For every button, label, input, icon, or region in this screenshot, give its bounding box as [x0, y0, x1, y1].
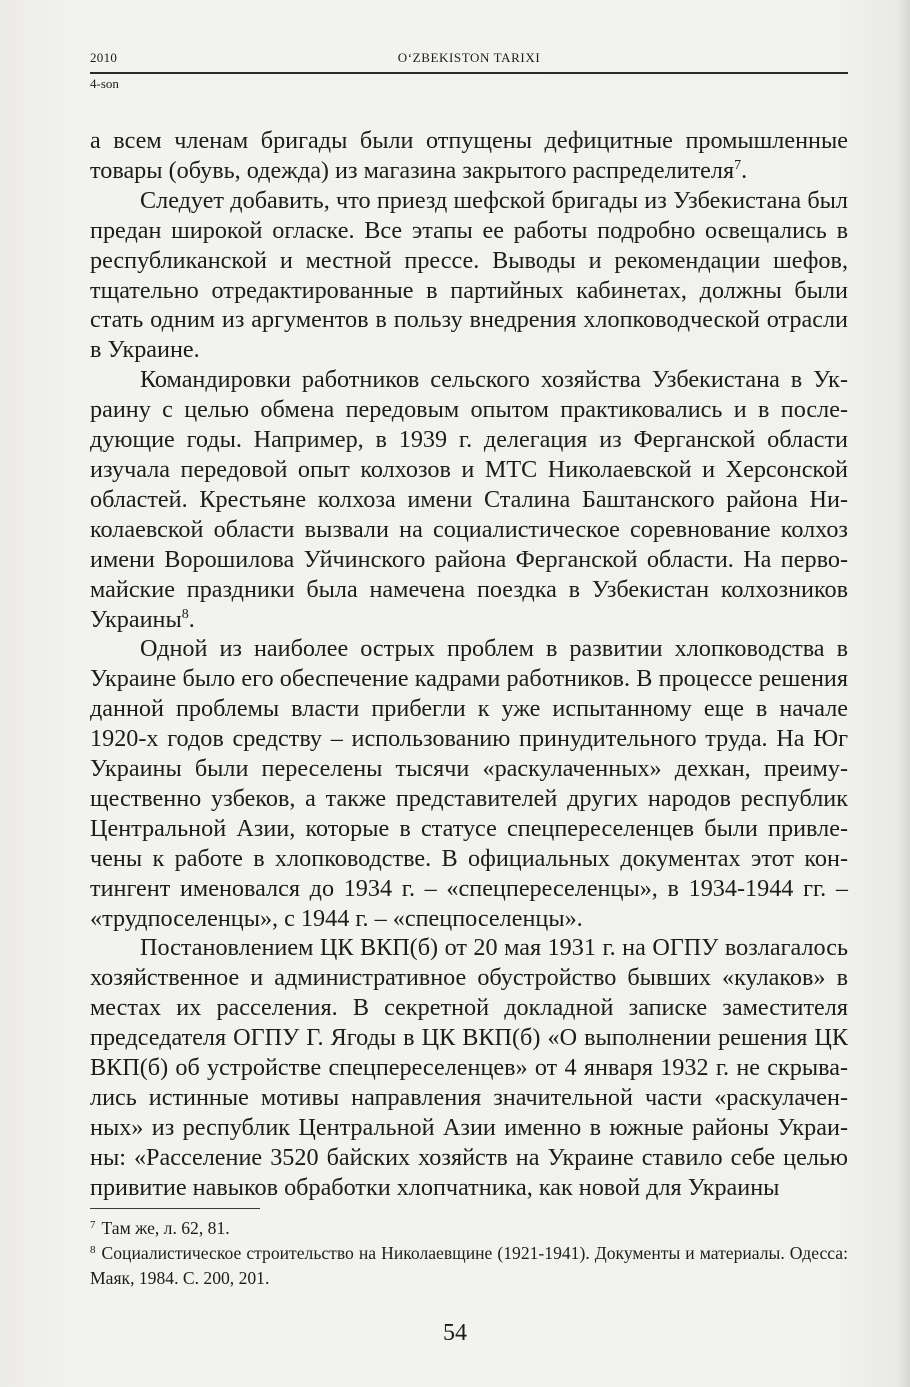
main-text — [90, 126, 848, 1203]
footnote-7-number: 7 — [90, 1219, 96, 1231]
paragraph-3-end: . — [188, 605, 195, 633]
paragraph-2: Следует добавить, что приезд шефской бригады из Узбекистана был предан широкой огласке. Все этапы ее работы подробно освещались в республиканской и местной прессе. Выводы и рекомендации шефов, тщательно отредактированные в партийных кабинетах, должны были стать одним из аргументов в пользу внедрения хлопководческой отрасли в Украине. — [90, 186, 848, 364]
page-edge-shadow — [896, 0, 910, 1387]
footnote-7 — [90, 1216, 848, 1241]
paragraph-4: Одной из наиболее острых проблем в развитии хлопководства в Украине было его обеспечение кадрами работников. В процессе решения данной проблемы власти прибегли к уже испытанному еще в начале 1920-х годов средству – использованию принудительного труда. На Юг Украины были переселены тысячи «раскулаченных» дехкан, преимущественно узбеков, а также представителей других народов республик Центральной Азии, которые в статусе спецпереселенцев были привлечены к работе в хлопководстве. В официальных документах этот контингент именовался до 1934 г. – «спецпереселенцы», в 1934-1944 гг. – «трудпоселенцы», с 1944 г. – «спецпоселенцы». — [90, 635, 848, 932]
paragraph-3 — [90, 365, 848, 634]
footnote-divider — [90, 1208, 260, 1209]
paragraph-1 — [90, 126, 848, 186]
paragraph-3-text: Командировки работников сельского хозяйства Узбекистана в Украину с целью обмена передовым опытом практиковались и в последующие годы. Например, в 1939 г. делегация из Ферганской области изучала передовой опыт колхозов и МТС Николаевской и Херсонской областей. Крестьяне колхоза имени Сталина Баштанского района Николаевской области вызвали на социалистическое соревнование колхоз имени Ворошилова Уйчинского района Ферганской области. На первомайские праздники была намечена поездка в Узбекистан колхозников Украины — [90, 366, 848, 633]
running-header — [90, 50, 848, 74]
footnote-ref-7[interactable]: 7 — [734, 157, 742, 173]
header-year: 2010 — [90, 50, 118, 65]
page-number: 54 — [443, 1320, 467, 1346]
footnote-8-number: 8 — [90, 1244, 96, 1256]
footnote-8-text: Социалистическое строительство на Николаевщине (1921-1941). Документы и материалы. Одесса: Маяк, 1984. С. 200, 201. — [90, 1243, 848, 1288]
paragraph-1-text: а всем членам бригады были отпущены дефицитные промышленные товары (обувь, одежда) из магазина закрытого распределителя — [90, 127, 848, 184]
footnote-ref-8[interactable]: 8 — [181, 606, 189, 622]
header-journal-title: O‘ZBEKISTON TARIXI — [397, 50, 541, 65]
footnote-7-text: Там же, л. 62, 81. — [101, 1218, 230, 1238]
footnote-8 — [90, 1241, 848, 1291]
footnotes — [90, 1216, 848, 1291]
header-issue: 4-son — [90, 76, 119, 91]
paragraph-5: Постановлением ЦК ВКП(б) от 20 мая 1931 г. на ОГПУ возлагалось хозяйственное и административное обустройство бывших «кулаков» в местах их расселения. В секретной докладной записке заместителя председателя ОГПУ Г. Ягоды в ЦК ВКП(б) «О выполнении решения ЦК ВКП(б) об устройстве спецпереселенцев» от 4 января 1932 г. не скрывались истинные мотивы направления значительной части «раскулаченных» из республик Центральной Азии именно в южные районы Украины: «Расселение 3520 байских хозяйств на Украине ставило себе целью привитие навыков обработки хлопчатника, как новой для Украины — [90, 934, 848, 1201]
paragraph-1-end: . — [741, 156, 748, 184]
